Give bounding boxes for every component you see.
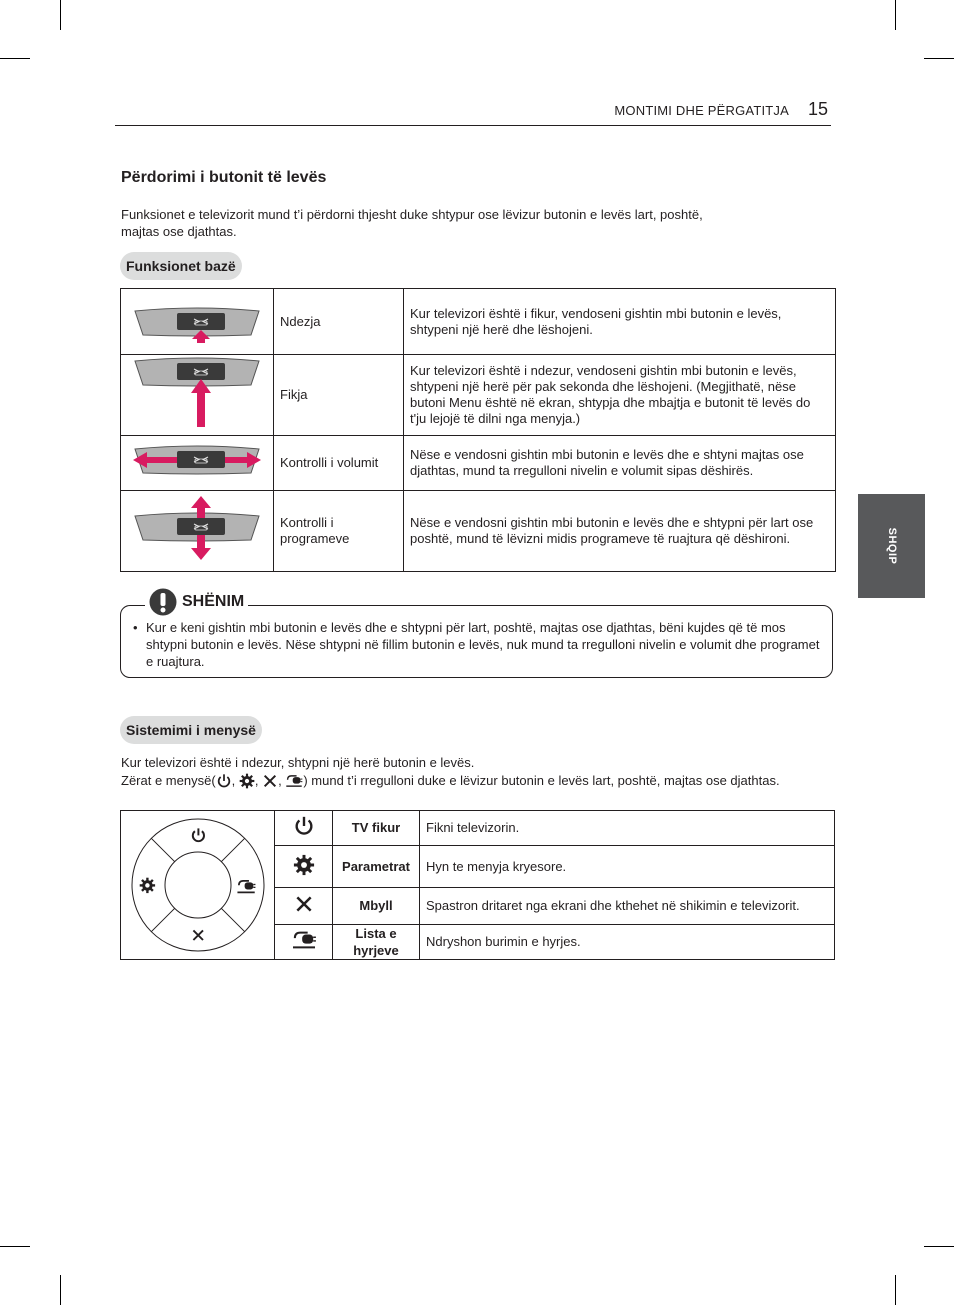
gear-icon bbox=[239, 773, 255, 789]
function-name: Ndezja bbox=[274, 289, 404, 355]
language-tab-label: SHQIP bbox=[885, 527, 898, 565]
joystick-illustration bbox=[121, 355, 274, 436]
menu-item-name: Mbyll bbox=[333, 888, 420, 925]
section-title: Përdorimi i butonit të levës bbox=[121, 169, 327, 186]
page-number: 15 bbox=[808, 99, 829, 119]
language-tab bbox=[858, 494, 925, 598]
crop-mark bbox=[895, 1275, 896, 1305]
running-header: MONTIMI DHE PËRGATITJA bbox=[614, 103, 789, 118]
menu-item-desc: Ndryshon burimin e hyrjes. bbox=[420, 925, 835, 960]
function-name: Kontrolli i volumit bbox=[274, 436, 404, 491]
menu-item-name: Parametrat bbox=[333, 846, 420, 888]
basic-functions-table bbox=[120, 288, 836, 572]
menu-line-2-prefix: Zërat e menysë( bbox=[121, 773, 216, 788]
exclamation-icon bbox=[149, 588, 177, 616]
function-desc: Nëse e vendosni gishtin mbi butonin e levës dhe e shtypni për lart ose poshtë, mund të lëvizni midis programeve të ruajtura që dëshironi. bbox=[404, 491, 836, 572]
intro-line-2: majtas ose djathtas. bbox=[121, 224, 237, 239]
input-list-icon bbox=[285, 773, 303, 789]
crop-mark bbox=[0, 58, 30, 59]
table-row bbox=[121, 289, 836, 355]
bullet-icon: • bbox=[133, 620, 138, 635]
menu-item-desc: Fikni televizorin. bbox=[420, 811, 835, 846]
menu-icon-cell bbox=[275, 846, 333, 888]
crop-mark bbox=[0, 1246, 30, 1247]
header-rule bbox=[115, 125, 831, 126]
table-row bbox=[121, 355, 836, 436]
menu-item-desc: Hyn te menyja kryesore. bbox=[420, 846, 835, 888]
table-row bbox=[121, 811, 835, 846]
function-desc: Kur televizori është i ndezur, vendoseni gishtin mbi butonin e levës, shtypeni një herë për pak sekonda dhe lëshojeni. (Megjithatë, nëse butoni Menu është në ekran, shtypja dhe mbajtja e butonit të levës do t'ju lejojë të dilni nga menyja.) bbox=[404, 355, 836, 436]
menu-line-2-suffix: ) mund t’i rregulloni duke e lëvizur butonin e levës lart, poshtë, majtas ose djathtas. bbox=[303, 773, 780, 788]
function-name: Fikja bbox=[274, 355, 404, 436]
power-icon bbox=[293, 815, 315, 837]
table-row bbox=[121, 436, 836, 491]
gear-icon bbox=[139, 878, 154, 893]
input-list-icon bbox=[291, 929, 317, 951]
menu-icon-cell bbox=[275, 925, 333, 960]
menu-item-name: TV fikur bbox=[333, 811, 420, 846]
crop-mark bbox=[60, 1275, 61, 1305]
close-icon bbox=[262, 773, 278, 789]
crop-mark bbox=[60, 0, 61, 30]
note-text-block bbox=[133, 619, 823, 670]
basic-functions-label: Funksionet bazë bbox=[120, 252, 242, 280]
note-title: SHËNIM bbox=[182, 593, 245, 610]
table-row bbox=[121, 491, 836, 572]
menu-icon-cell bbox=[275, 811, 333, 846]
crop-mark bbox=[895, 0, 896, 30]
function-name: Kontrolli i programeve bbox=[274, 491, 404, 572]
intro-line-1: Funksionet e televizorit mund t’i përdorni thjesht duke shtypur ose lëvizur butonin e levës lart, poshtë, bbox=[121, 207, 703, 222]
function-desc: Kur televizori është i fikur, vendoseni gishtin mbi butonin e levës, shtypeni një herë dhe lëshojeni. bbox=[404, 289, 836, 355]
gear-icon bbox=[293, 854, 315, 876]
close-icon bbox=[294, 894, 314, 914]
menu-line-2: Zërat e menysë( , , , ) mund t’i rregulloni duke e lëvizur butonin e levës lart, poshtë, majtas ose djathtas. bbox=[121, 773, 780, 788]
joystick-menu-diagram bbox=[121, 811, 275, 960]
menu-items-table bbox=[120, 810, 835, 960]
joystick-illustration bbox=[121, 436, 274, 491]
note-header bbox=[145, 588, 248, 616]
crop-mark bbox=[924, 58, 954, 59]
joystick-illustration bbox=[121, 289, 274, 355]
crop-mark bbox=[924, 1246, 954, 1247]
menu-item-name: Lista e hyrjeve bbox=[333, 925, 420, 960]
note-text: Kur e keni gishtin mbi butonin e levës dhe e shtypni për lart, poshtë, majtas ose djathtas, bëni kujdes që të mos shtypni butonin e levës. Nëse shtypni në fillim butonin e levës, nuk mund ta rregulloni nivelin e volumit dhe programet e ruajtura. bbox=[146, 620, 820, 669]
menu-item-desc: Spastron dritaret nga ekrani dhe kthehet në shikimin e televizorit. bbox=[420, 888, 835, 925]
menu-icon-cell bbox=[275, 888, 333, 925]
menu-setup-label: Sistemimi i menysë bbox=[120, 716, 262, 744]
menu-line-1: Kur televizori është i ndezur, shtypni një herë butonin e levës. bbox=[121, 755, 475, 770]
power-icon bbox=[216, 773, 232, 789]
joystick-illustration bbox=[121, 491, 274, 572]
function-desc: Nëse e vendosni gishtin mbi butonin e levës dhe e shtyni majtas ose djathtas, mund ta rregulloni nivelin e volumit sipas dëshirës. bbox=[404, 436, 836, 491]
